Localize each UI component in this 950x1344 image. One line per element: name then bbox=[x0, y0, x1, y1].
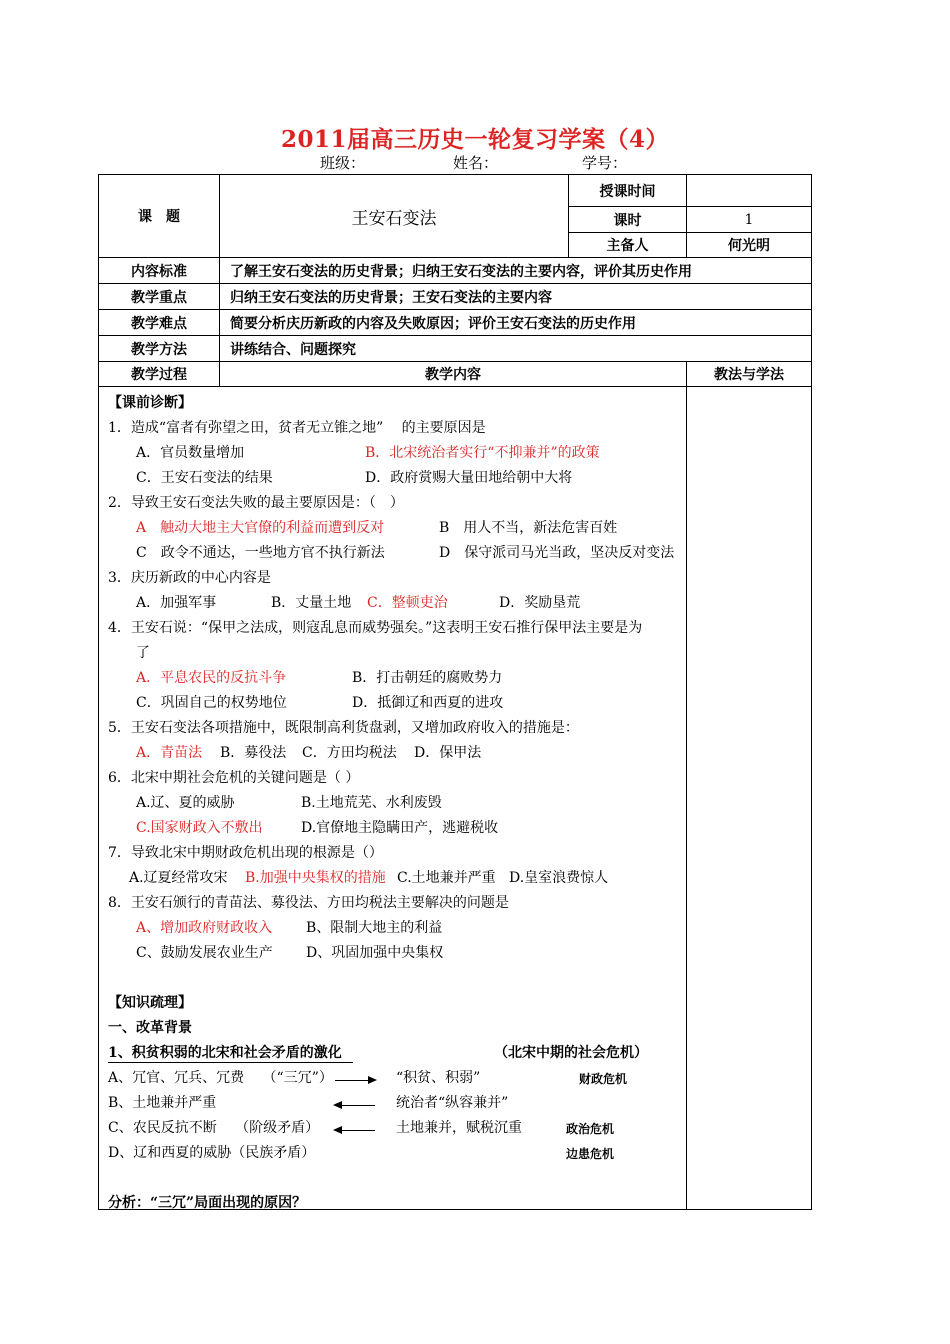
q8-stem: 8．王安石颁行的青苗法、募役法、方田均税法主要解决的问题是 bbox=[108, 895, 509, 911]
q5-stem: 5．王安石变法各项措施中，既限制高利货盘剥，又增加政府收入的措施是： bbox=[108, 720, 579, 736]
q4-option-d: D．抵御辽和西夏的进攻 bbox=[352, 695, 504, 711]
q1-option-d: D．政府赏赐大量田地给朝中大将 bbox=[365, 470, 573, 486]
q6-option-d: D.官僚地主隐瞒田产，逃避税收 bbox=[301, 820, 499, 836]
q3-option-a: A．加强军事 bbox=[136, 595, 217, 611]
teaching-content bbox=[99, 387, 687, 1210]
q4-stem: 4．王安石说：“保甲之法成，则寇乱息而威势强矣。”这表明王安石推行保甲法主要是为 bbox=[108, 620, 643, 636]
name-field: 姓名： bbox=[453, 154, 499, 172]
q1-stem: 1．造成“富者有弥望之田，贫者无立锥之地” 的主要原因是 bbox=[108, 420, 486, 436]
class-field: 班级： bbox=[320, 154, 366, 172]
arrow-left-icon bbox=[335, 1105, 375, 1106]
q1-option-b: B．北宋统治者实行“不抑兼并”的政策 bbox=[365, 445, 600, 461]
cause-d: D、辽和西夏的威胁（民族矛盾） bbox=[108, 1145, 316, 1161]
author-value: 何光明 bbox=[687, 233, 812, 258]
subsection-underline bbox=[108, 1062, 353, 1063]
q6-option-c: C.国家财政入不敷出 bbox=[136, 820, 263, 836]
result-poverty: “积贫、积弱” bbox=[396, 1070, 481, 1086]
q7-stem: 7．导致北宋中期财政危机出现的根源是（） bbox=[108, 845, 383, 861]
q2-stem: 2．导致王安石变法失败的最主要原因是：（ ） bbox=[108, 495, 404, 511]
result-tax: 土地兼并，赋税沉重 bbox=[396, 1120, 522, 1136]
q5-option-d: D．保甲法 bbox=[414, 745, 482, 761]
method-value: 讲练结合、问题探究 bbox=[220, 336, 812, 362]
q4-stem-cont: 了 bbox=[136, 645, 150, 661]
q2-option-a: A 触动大地主大官僚的利益而遭到反对 bbox=[136, 520, 385, 536]
time-label: 授课时间 bbox=[569, 175, 687, 207]
q6-option-b: B.土地荒芜、水利废毁 bbox=[301, 795, 442, 811]
q3-stem: 3．庆历新政的中心内容是 bbox=[108, 570, 271, 586]
arrow-right-icon bbox=[335, 1080, 375, 1081]
subsection-title: 1、积贫积弱的北宋和社会矛盾的激化 bbox=[108, 1045, 342, 1061]
method-label: 教学方法 bbox=[99, 336, 220, 362]
topic-label: 课 题 bbox=[99, 175, 220, 258]
q7-option-a: A.辽夏经常攻宋 bbox=[129, 870, 228, 886]
hours-label: 课时 bbox=[569, 207, 687, 233]
q5-option-b: B．募役法 bbox=[220, 745, 287, 761]
focus-value: 归纳王安石变法的历史背景；王安石变法的主要内容 bbox=[220, 284, 812, 310]
method-header: 教法与学法 bbox=[687, 362, 812, 387]
content-header: 教学内容 bbox=[220, 362, 687, 387]
q7-option-d: D.皇室浪费惊人 bbox=[509, 870, 609, 886]
crisis-political: 政治危机 bbox=[566, 1122, 615, 1136]
standard-label: 内容标准 bbox=[99, 258, 220, 284]
process-label: 教学过程 bbox=[99, 362, 220, 387]
cause-a: A、冗官、冗兵、冗费 （“三冗”） bbox=[108, 1070, 333, 1086]
knowledge-heading: 【知识疏理】 bbox=[108, 995, 192, 1011]
q2-option-d: D 保守派司马光当政，坚决反对变法 bbox=[439, 545, 675, 561]
analysis-question: 分析：“三冗”局面出现的原因？ bbox=[108, 1195, 307, 1211]
difficulty-value: 简要分析庆历新政的内容及失败原因；评价王安石变法的历史作用 bbox=[220, 310, 812, 336]
section-background: 一、改革背景 bbox=[108, 1020, 192, 1036]
time-value bbox=[687, 175, 812, 207]
author-label: 主备人 bbox=[569, 233, 687, 258]
q2-option-b: B 用人不当，新法危害百姓 bbox=[439, 520, 618, 536]
student-id-field: 学号： bbox=[582, 154, 628, 172]
topic-value: 王安石变法 bbox=[220, 175, 569, 258]
method-column bbox=[687, 387, 812, 1210]
subsection-note: （北宋中期的社会危机） bbox=[494, 1045, 648, 1061]
page-title: 2011届高三历史一轮复习学案（4） bbox=[280, 126, 670, 153]
q8-option-a: A、增加政府财政收入 bbox=[136, 920, 273, 936]
q1-option-c: C．王安石变法的结果 bbox=[136, 470, 273, 486]
cause-b: B、土地兼并严重 bbox=[108, 1095, 217, 1111]
q8-option-b: B、限制大地主的利益 bbox=[306, 920, 443, 936]
standard-value: 了解王安石变法的历史背景；归纳王安石变法的主要内容，评价其历史作用 bbox=[220, 258, 812, 284]
diagnosis-heading: 【课前诊断】 bbox=[108, 395, 192, 411]
cause-c: C、农民反抗不断 （阶级矛盾） bbox=[108, 1120, 320, 1136]
crisis-border: 边患危机 bbox=[566, 1147, 615, 1161]
q4-option-b: B．打击朝廷的腐败势力 bbox=[352, 670, 503, 686]
q5-option-a: A．青苗法 bbox=[136, 745, 203, 761]
q3-option-b: B．丈量土地 bbox=[271, 595, 352, 611]
lesson-plan-table bbox=[98, 174, 812, 1210]
crisis-financial: 财政危机 bbox=[579, 1072, 628, 1086]
q7-option-b: B.加强中央集权的措施 bbox=[245, 870, 386, 886]
q8-option-c: C、鼓励发展农业生产 bbox=[136, 945, 273, 961]
q8-option-d: D、巩固加强中央集权 bbox=[306, 945, 444, 961]
q1-option-a: A．官员数量增加 bbox=[136, 445, 245, 461]
q6-option-a: A.辽、夏的威胁 bbox=[136, 795, 235, 811]
hours-value: 1 bbox=[687, 207, 812, 233]
q6-stem: 6．北宋中期社会危机的关键问题是（ ） bbox=[108, 770, 360, 786]
q3-option-d: D．奖励垦荒 bbox=[499, 595, 581, 611]
q4-option-c: C．巩固自己的权势地位 bbox=[136, 695, 287, 711]
q3-option-c: C．整顿吏治 bbox=[367, 595, 448, 611]
arrow-left-icon bbox=[335, 1130, 375, 1131]
q5-option-c: C．方田均税法 bbox=[302, 745, 397, 761]
q2-option-c: C 政令不通达，一些地方官不执行新法 bbox=[136, 545, 385, 561]
focus-label: 教学重点 bbox=[99, 284, 220, 310]
result-indulge: 统治者“纵容兼并” bbox=[396, 1095, 509, 1111]
q7-option-c: C.土地兼并严重 bbox=[397, 870, 496, 886]
difficulty-label: 教学难点 bbox=[99, 310, 220, 336]
q4-option-a: A．平息农民的反抗斗争 bbox=[136, 670, 287, 686]
